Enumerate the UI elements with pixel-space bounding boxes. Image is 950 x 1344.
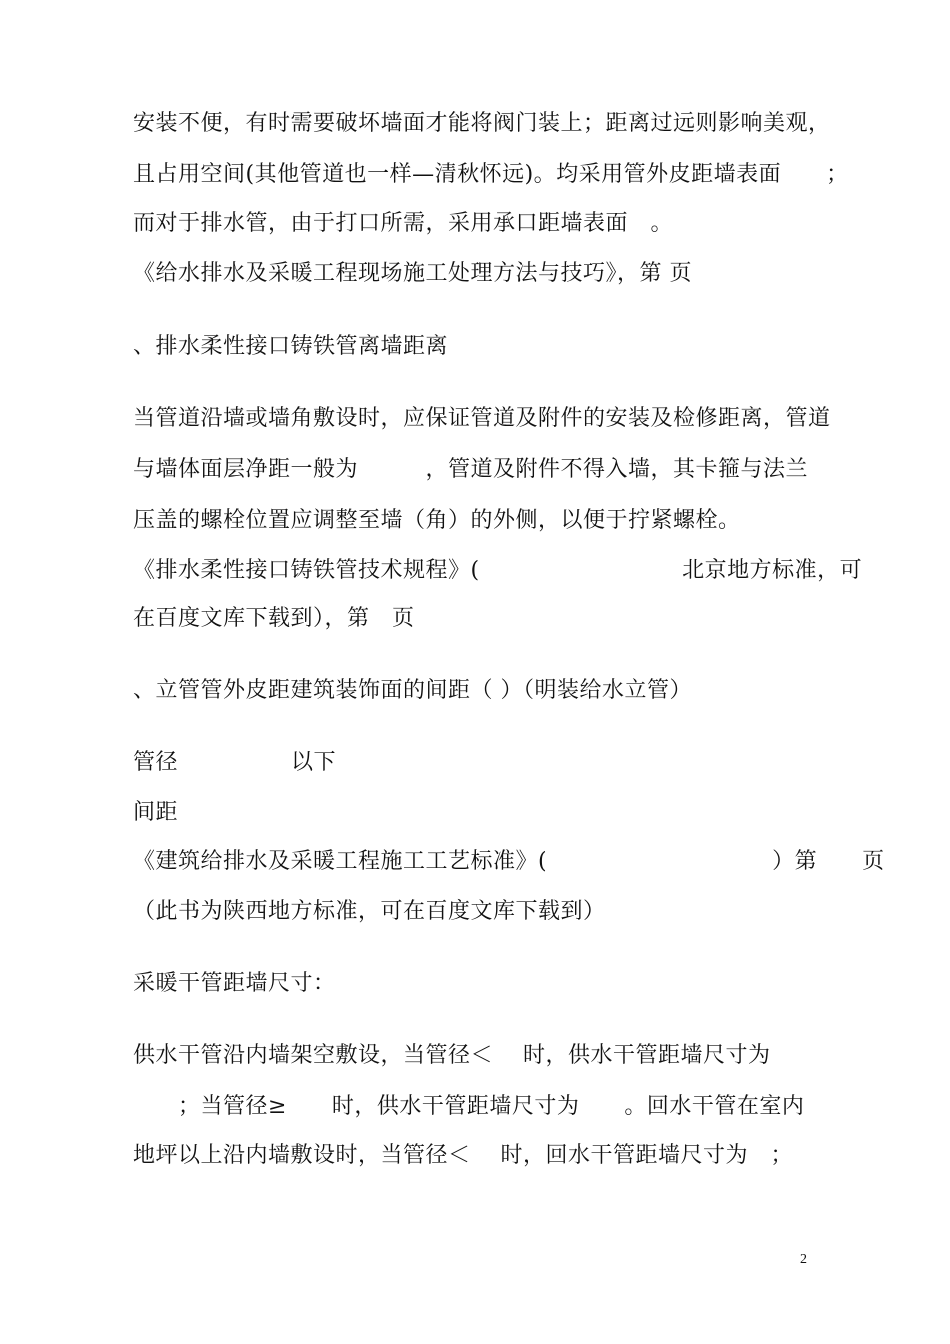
- paragraph-line: ；当管径≥ 时，供水干管距墙尺寸为 。回水干管在室内: [133, 1094, 805, 1119]
- paragraph-line: 供水干管沿内墙架空敷设，当管径＜ 时，供水干管距墙尺寸为: [133, 1043, 771, 1068]
- paragraph-line: 与墙体面层净距一般为 ，管道及附件不得入墙，其卡箍与法兰: [133, 457, 809, 482]
- table-label-spacing: 间距: [133, 800, 179, 825]
- citation-note: （此书为陕西地方标准，可在百度文库下载到）: [133, 899, 606, 924]
- paragraph-line: 安装不便，有时需要破坏墙面才能将阀门装上；距离过远则影响美观，: [133, 111, 831, 136]
- page-number: 2: [800, 1252, 807, 1267]
- citation-line: 《给水排水及采暖工程现场施工处理方法与技巧》，第 页: [133, 261, 692, 286]
- paragraph-line: 地坪以上沿内墙敷设时，当管径＜ 时，回水干管距墙尺寸为 ；: [133, 1143, 793, 1168]
- table-value-below: 以下: [291, 750, 337, 775]
- section-heading: 采暖干管距墙尺寸：: [133, 971, 336, 996]
- citation-line: 《建筑给排水及采暖工程施工工艺标准》( ）第 页: [133, 849, 885, 874]
- citation-line: 在百度文库下载到），第 页: [133, 606, 415, 631]
- citation-line: 《排水柔性接口铸铁管技术规程》( 北京地方标准，可: [133, 558, 863, 583]
- section-heading: 、立管管外皮距建筑装饰面的间距（ ）（明装给水立管）: [133, 678, 692, 703]
- paragraph-line: 当管道沿墙或墙角敷设时，应保证管道及附件的安装及检修距离，管道: [133, 406, 831, 431]
- section-heading: 、排水柔性接口铸铁管离墙距离: [133, 334, 449, 359]
- paragraph-line: 且占用空间(其他管道也一样—清秋怀远)。均采用管外皮距墙表面 ；: [133, 162, 849, 187]
- table-label-pipe-size: 管径: [133, 750, 179, 775]
- paragraph-line: 压盖的螺栓位置应调整至墙（角）的外侧，以便于拧紧螺栓。: [133, 508, 741, 533]
- paragraph-line: 而对于排水管，由于打口所需，采用承口距墙表面 。: [133, 211, 674, 236]
